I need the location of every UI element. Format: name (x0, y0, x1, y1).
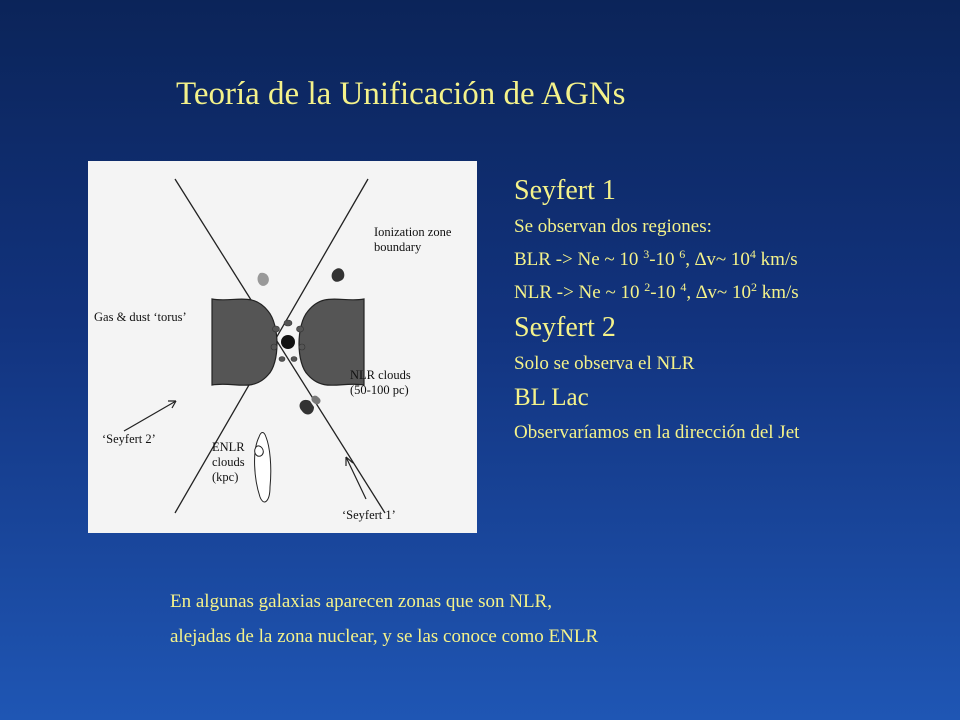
label-seyfert1: ‘Seyfert 1’ (342, 508, 396, 522)
agn-diagram-svg (88, 161, 477, 533)
label-seyfert2: ‘Seyfert 2’ (102, 432, 156, 446)
label-ionization-zone: Ionization zone (374, 225, 452, 239)
blr-line: BLR -> Ne ~ 10 $^3$-10 $^6$, ∆v~ $10^4$ km/s (514, 247, 798, 270)
label-nlr-clouds: NLR clouds (350, 368, 411, 382)
nucleus (281, 335, 295, 349)
label-enlr: ENLR (212, 440, 245, 454)
footer-line-1: En algunas galaxias aparecen zonas que son NLR, (170, 591, 552, 612)
footer-line-2: alejadas de la zona nuclear, y se las conoce como ENLR (170, 626, 599, 647)
nlr-line: NLR -> Ne ~ 10 $^2$-10 $^4$, ∆v~ $10^2$ km/s (514, 280, 799, 303)
label-ionization-boundary: boundary (374, 240, 422, 254)
seyfert1-intro: Se observan dos regiones: (514, 216, 712, 237)
footer-note (170, 584, 598, 654)
bllac-text: Observaríamos en la dirección del Jet (514, 422, 800, 443)
enlr-cloud-small (255, 446, 264, 456)
cloud-nlr-small (311, 396, 320, 405)
enlr-cloud-large (255, 433, 271, 502)
label-torus: Gas & dust ‘torus’ (94, 310, 187, 324)
seyfert2-text: Solo se observa el NLR (514, 353, 695, 374)
arrow-seyfert2 (124, 401, 176, 431)
classification-description (514, 172, 944, 449)
label-enlr-clouds: clouds (212, 455, 245, 469)
slide-title: Teoría de la Unificación de AGNs (176, 76, 626, 112)
seyfert1-heading: Seyfert 1 (514, 175, 616, 206)
label-enlr-kpc: (kpc) (212, 470, 239, 484)
agn-unification-diagram (88, 161, 477, 533)
cloud-nlr-lower (300, 400, 314, 415)
torus-left-lobe (212, 299, 277, 385)
label-nlr-size: (50-100 pc) (350, 383, 409, 397)
cloud-upper-left (258, 273, 269, 286)
seyfert2-heading: Seyfert 2 (514, 312, 616, 343)
cloud-upper-right (332, 268, 345, 282)
bllac-heading: BL Lac (514, 384, 589, 411)
